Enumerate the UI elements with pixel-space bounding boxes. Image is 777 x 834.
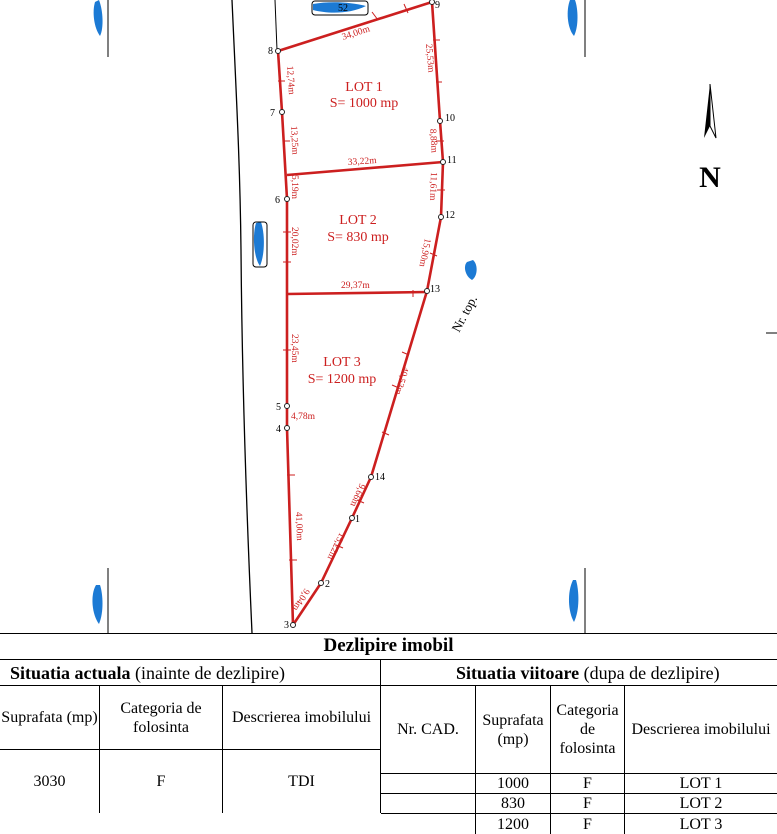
lot3-name: LOT 3 <box>323 355 361 370</box>
row1-descrierea: LOT 1 <box>625 774 777 794</box>
point-label-3: 3 <box>284 620 289 631</box>
future-situation-section <box>381 659 777 833</box>
header-future-categoria: Categoria de folosinta <box>551 686 625 774</box>
redacted-parcel-number: 52 <box>338 3 348 14</box>
point-marker <box>425 289 430 294</box>
point-label-5: 5 <box>276 402 281 413</box>
point-label-1: 1 <box>355 514 360 525</box>
row2-suprafata: 830 <box>476 794 551 814</box>
dist-11-12: 11,61m <box>427 171 438 201</box>
point-marker <box>319 581 324 586</box>
redaction-scribble <box>94 0 103 36</box>
dist-14-1: 9,66m <box>347 481 367 508</box>
redaction-scribble <box>568 0 578 36</box>
lot3-area: S= 1200 mp <box>307 372 377 387</box>
dist-4-3: 41,00m <box>293 511 304 541</box>
parcel-division-table <box>0 633 777 833</box>
row3-categoria: F <box>551 814 625 834</box>
table-title: Dezlipire imobil <box>0 633 777 660</box>
header-suprafata: Suprafata (mp) <box>0 686 100 750</box>
point-label-6: 6 <box>275 195 280 206</box>
point-label-12: 12 <box>445 210 455 221</box>
dist-div2-13: 29,37m <box>341 281 370 291</box>
point-label-11: 11 <box>447 155 457 166</box>
row3-suprafata: 1200 <box>476 814 551 834</box>
point-label-8: 8 <box>268 46 273 57</box>
future-heading-rest: (dupa de dezlipire) <box>579 663 720 683</box>
division-line-lot2-lot3 <box>287 292 427 294</box>
road-edge-right <box>275 0 277 50</box>
point-label-4: 4 <box>276 424 281 435</box>
row1-categoria: F <box>551 774 625 794</box>
dist-div2-5: 23,45m <box>289 334 299 363</box>
current-suprafata: 3030 <box>0 750 100 813</box>
point-marker <box>438 119 443 124</box>
future-heading-bold: Situatia viitoare <box>456 663 580 683</box>
header-categoria: Categoria de folosinta <box>100 686 223 750</box>
current-heading-bold: Situatia actuala <box>10 663 131 683</box>
row1-suprafata: 1000 <box>476 774 551 794</box>
point-marker <box>285 404 290 409</box>
point-marker <box>439 215 444 220</box>
row2-descrierea: LOT 2 <box>625 794 777 814</box>
point-marker <box>441 160 446 165</box>
point-marker <box>369 475 374 480</box>
row3-descrierea: LOT 3 <box>679 815 723 833</box>
dist-10-11: 8,88m <box>427 128 439 154</box>
dist-13-14: 40,53m <box>392 365 410 396</box>
north-arrow-icon <box>699 84 721 194</box>
point-label-7: 7 <box>270 108 275 119</box>
north-label: N <box>699 161 721 194</box>
current-heading-rest: (inainte de dezlipire) <box>130 663 285 683</box>
dist-6-div1: 5,19m <box>289 175 299 200</box>
redaction-scribble <box>569 580 578 622</box>
current-situation-heading <box>0 659 381 686</box>
point-marker <box>276 49 281 54</box>
future-situation-heading <box>381 659 777 686</box>
header-nr-cad: Nr. CAD. <box>381 686 476 774</box>
current-descrierea: TDI <box>223 750 381 813</box>
row2-nr-cad <box>381 794 476 814</box>
dist-11-div1: 33,22m <box>347 156 377 168</box>
dist-12-13: 15,90m <box>416 237 432 268</box>
dist-8-7: 12,74m <box>284 65 296 95</box>
point-marker <box>285 426 290 431</box>
distance-labels <box>284 24 439 612</box>
redaction-scribble <box>465 260 477 280</box>
lot1-area: S= 1000 mp <box>329 96 399 111</box>
current-situation-section <box>0 659 381 813</box>
current-categoria: F <box>100 750 223 813</box>
redaction-scribble <box>254 222 264 266</box>
point-label-10: 10 <box>445 113 455 124</box>
dist-1-2: 15,22m <box>324 530 347 561</box>
point-label-13: 13 <box>430 284 440 295</box>
point-marker <box>285 197 290 202</box>
dist-5-4: 4,78m <box>291 412 316 422</box>
row3-nr-cad <box>381 814 476 834</box>
row2-categoria: F <box>551 794 625 814</box>
header-future-descrierea: Descrierea imobilului <box>625 686 777 774</box>
dist-8-9: 34,00m <box>340 24 372 43</box>
road-edge-left <box>232 0 252 633</box>
redaction-scribbles <box>92 0 578 624</box>
header-future-suprafata: Suprafata (mp) <box>476 686 551 774</box>
dist-7-6: 13,25m <box>288 125 300 155</box>
lot-labels <box>308 80 399 387</box>
point-label-2: 2 <box>325 579 330 590</box>
dist-6-div2: 20,02m <box>289 227 299 256</box>
point-label-9: 9 <box>435 0 440 11</box>
dist-9-10: 25,53m <box>423 43 436 73</box>
lot2-area: S= 830 mp <box>327 230 389 245</box>
redaction-scribble <box>92 585 102 624</box>
neighbor-parcel-label: Nr. top. <box>448 292 481 335</box>
point-marker <box>280 110 285 115</box>
dist-2-3: 9,04m <box>289 586 311 613</box>
point-marker <box>430 0 435 5</box>
row1-nr-cad <box>381 774 476 794</box>
lot1-name: LOT 1 <box>345 80 383 95</box>
lot2-name: LOT 2 <box>339 213 377 228</box>
header-descrierea: Descrierea imobilului <box>223 686 381 750</box>
point-marker <box>291 623 296 628</box>
point-label-14: 14 <box>375 472 385 483</box>
point-marker <box>350 516 355 521</box>
